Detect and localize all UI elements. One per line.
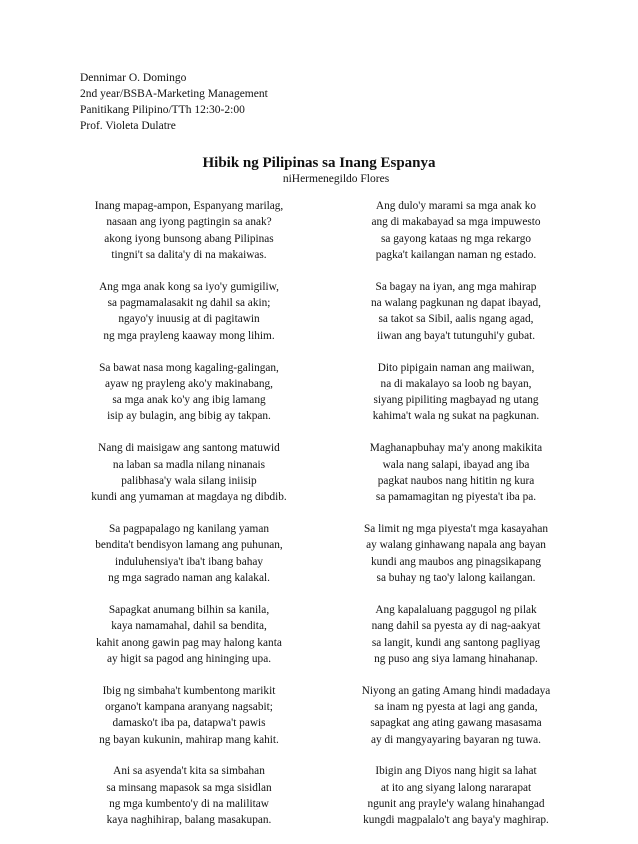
poem-line: kungdi magpalalo't ang baya'y maghirap. (363, 814, 549, 827)
poem-line: sa takot sa Sibil, aalis ngang agad, (378, 313, 534, 326)
poem-line: akong iyong bunsong abang Pilipinas (104, 232, 274, 245)
poem-line: ayaw ng prayleng ako'y makinabang, (105, 377, 273, 390)
poem-line: na walang pagkunan ng dapat ibayad, (370, 297, 542, 310)
poem-line: ng mga prayleng kaaway mong lihim. (103, 329, 275, 342)
poem-line: Dito pipigain naman ang maiiwan, (377, 361, 535, 374)
poem-line: Ang mga anak kong sa iyo'y gumigiliw, (99, 280, 279, 293)
stanza (66, 602, 312, 667)
poem-line: Ibig ng simbaha't kumbentong marikit (102, 684, 276, 697)
class-schedule: Panitikang Pilipino/TTh 12:30-2:00 (80, 104, 245, 116)
poem-line: kahit anong gawin pag may halong kanta (96, 636, 282, 649)
stanza (336, 440, 576, 505)
poem-line: ng puso ang siya lamang hinahanap. (374, 652, 538, 665)
poem-line: kaya namamahal, dahil sa bendita, (111, 620, 267, 633)
poem-line: palibhasa'y wala silang iniisip (121, 474, 257, 487)
stanza (336, 279, 576, 344)
poem-line: kundi ang yumaman at magdaya ng dibdib. (91, 491, 287, 504)
poem-line: sa langit, kundi ang santong pagliyag (371, 636, 541, 649)
poem-line: damasko't iba pa, datapwa't pawis (112, 717, 266, 730)
poem-line: Sa bagay na iyan, ang mga mahirap (375, 280, 537, 293)
stanza (336, 763, 576, 828)
poem-line: sapagkat ang ating gawang masasama (370, 717, 542, 730)
poem-line: ngayo'y inuusig at di pagitawin (118, 313, 260, 326)
poem-line: iiwan ang baya't tutunguhi'y gubat. (376, 329, 536, 342)
stanza (336, 198, 576, 263)
poem-line: kundi ang maubos ang pinagsikapang (370, 555, 542, 568)
stanza (66, 521, 312, 586)
poem-line: ay higit sa pagod ang hininging upa. (106, 652, 272, 665)
poem-line: ng mga kumbento'y di na malilitaw (109, 798, 269, 811)
poem-line: Inang mapag-ampon, Espanyang marilag, (94, 200, 284, 212)
student-name: Dennimar O. Domingo (80, 72, 187, 84)
poem-line: na di makalayo sa loob ng bayan, (380, 377, 532, 390)
poem-line: pagkat naubos nang hititin ng kura (377, 474, 535, 487)
poem-line: ay walang ginhawang napala ang bayan (366, 539, 546, 552)
poem-column-right (336, 198, 576, 844)
poem-line: bendita't bendisyon lamang ang puhunan, (95, 539, 283, 552)
poem-line: nasaan ang iyong pagtingin sa anak? (106, 216, 272, 229)
stanza (66, 440, 312, 505)
professor-name: Prof. Violeta Dulatre (80, 120, 176, 132)
poem-line: ngunit ang prayle'y walang hinahangad (367, 798, 545, 811)
poem-line: Sa pagpapalago ng kanilang yaman (109, 523, 269, 536)
poem-line: tingni't sa dalita'y di na makaiwas. (111, 248, 267, 261)
poem-line: Ang dulo'y marami sa mga anak ko (375, 200, 537, 212)
poem-line: wala nang salapi, ibayad ang iba (382, 458, 530, 471)
student-course: 2nd year/BSBA-Marketing Management (80, 88, 268, 100)
poem-line: organo't kampana aranyang nagsabit; (105, 700, 273, 713)
poem-line: kahima't wala ng sukat na pagkunan. (372, 410, 540, 423)
poem-line: nang dahil sa pyesta ay di nag-aakyat (371, 620, 541, 633)
poem-line: Sa bawat nasa mong kagaling-galingan, (99, 361, 279, 374)
poem-line: ng bayan kukunin, mahirap mang kahit. (99, 733, 279, 746)
poem-line: Ang kapalaluang paggugol ng pilak (375, 603, 537, 616)
poem-line: kaya naghihirap, balang masakupan. (106, 814, 272, 827)
stanza (336, 521, 576, 586)
poem-line: na laban sa madla nilang ninanais (112, 458, 266, 471)
poem-line: sa inam ng pyesta at lagi ang ganda, (374, 700, 538, 713)
stanza (66, 683, 312, 748)
poem-line: ay di mangyayaring bayaran ng tuwa. (370, 733, 542, 746)
poem-line: isip ay bulagin, ang bibig ay takpan. (107, 410, 271, 423)
stanza (66, 279, 312, 344)
poem-line: sa gayong kataas ng mga rekargo (380, 232, 532, 245)
poem-title: Hibik ng Pilipinas sa Inang Espanya (202, 155, 436, 171)
poem-line: Nang di maisigaw ang santong matuwid (98, 442, 280, 455)
poem-line: sa pagmamalasakit ng dahil sa akin; (107, 297, 271, 310)
poem-line: Sa limit ng mga piyesta't mga kasayahan (364, 523, 548, 536)
poem-line: Ani sa asyenda't kita sa simbahan (113, 765, 265, 778)
poem-line: ang di makabayad sa mga impuwesto (371, 216, 541, 229)
poem-line: Niyong an gating Amang hindi madadaya (361, 684, 551, 697)
stanza (66, 763, 312, 828)
poem-line: siyang pipiliting magbayad ng utang (373, 394, 539, 407)
stanza (336, 602, 576, 667)
poem-line: ng mga sagrado naman ang kalakal. (108, 572, 270, 585)
stanza (66, 198, 312, 263)
poem-line: at ito ang siyang lalong nararapat (380, 781, 532, 794)
poem-column-left (66, 198, 312, 844)
stanza (336, 683, 576, 748)
poem-line: Sapagkat anumang bilhin sa kanila, (108, 603, 270, 616)
author-info-block (80, 70, 268, 134)
poem-line: pagka't kailangan naman ng estado. (375, 248, 537, 261)
poem-line: sa minsang mapasok sa mga sisidlan (106, 781, 272, 794)
poem-line: sa mga anak ko'y ang ibig lamang (112, 394, 266, 407)
poem-line: Ibigin ang Diyos nang higit sa lahat (375, 765, 537, 778)
poem-line: induluhensiya't iba't ibang bahay (114, 555, 264, 568)
poem-line: Maghanapbuhay ma'y anong makikita (369, 442, 543, 455)
stanza (336, 360, 576, 425)
poem-line: sa buhay ng tao'y lalong kailangan. (376, 572, 536, 585)
poem-author: niHermenegildo Flores (282, 173, 390, 185)
poem-line: sa pamamagitan ng piyesta't iba pa. (375, 491, 537, 504)
stanza (66, 360, 312, 425)
